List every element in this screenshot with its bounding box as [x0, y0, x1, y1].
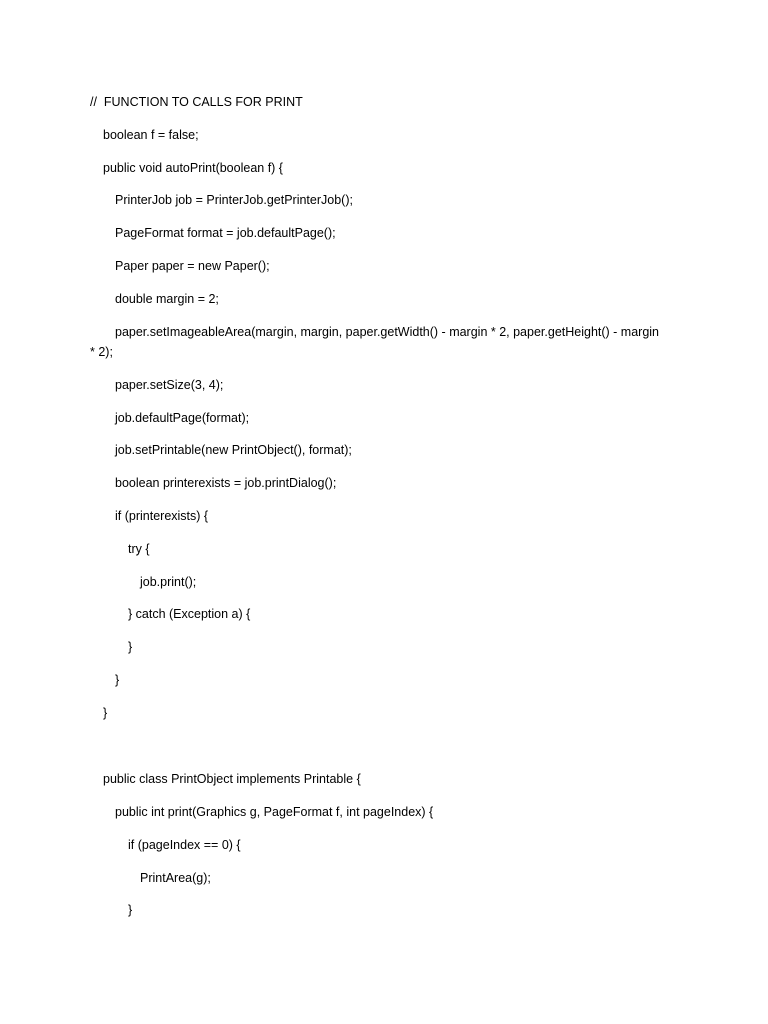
code-line: if (printerexists) {	[115, 509, 209, 523]
code-comment-line: // FUNCTION TO CALLS FOR PRINT	[90, 95, 303, 109]
code-line: }	[115, 673, 120, 687]
code-line: paper.setImageableArea(margin, margin, paper.getWidth() - margin * 2, paper.getHeight() - margin	[115, 325, 660, 339]
code-line: paper.setSize(3, 4);	[115, 378, 224, 392]
code-line: public int print(Graphics g, PageFormat f, int pageIndex) {	[115, 805, 434, 819]
code-line: PrinterJob job = PrinterJob.getPrinterJob();	[115, 193, 353, 207]
code-line: if (pageIndex == 0) {	[128, 838, 241, 852]
code-line: }	[103, 706, 108, 720]
code-line: job.defaultPage(format);	[115, 411, 250, 425]
code-line: boolean f = false;	[103, 128, 199, 142]
code-line: PrintArea(g);	[140, 871, 211, 885]
code-line: public class PrintObject implements Printable {	[103, 772, 361, 786]
code-line: try {	[128, 542, 150, 556]
code-line: }	[128, 903, 133, 917]
code-line: PageFormat format = job.defaultPage();	[115, 226, 336, 240]
code-line: job.setPrintable(new PrintObject(), format);	[115, 443, 352, 457]
code-line: job.print();	[140, 575, 197, 589]
code-line: } catch (Exception a) {	[128, 607, 251, 621]
code-line: boolean printerexists = job.printDialog();	[115, 476, 337, 490]
code-line: public void autoPrint(boolean f) {	[103, 161, 283, 175]
code-line: double margin = 2;	[115, 292, 219, 306]
code-line-wrap: * 2);	[90, 345, 113, 359]
code-line: }	[128, 640, 133, 654]
code-line: Paper paper = new Paper();	[115, 259, 270, 273]
